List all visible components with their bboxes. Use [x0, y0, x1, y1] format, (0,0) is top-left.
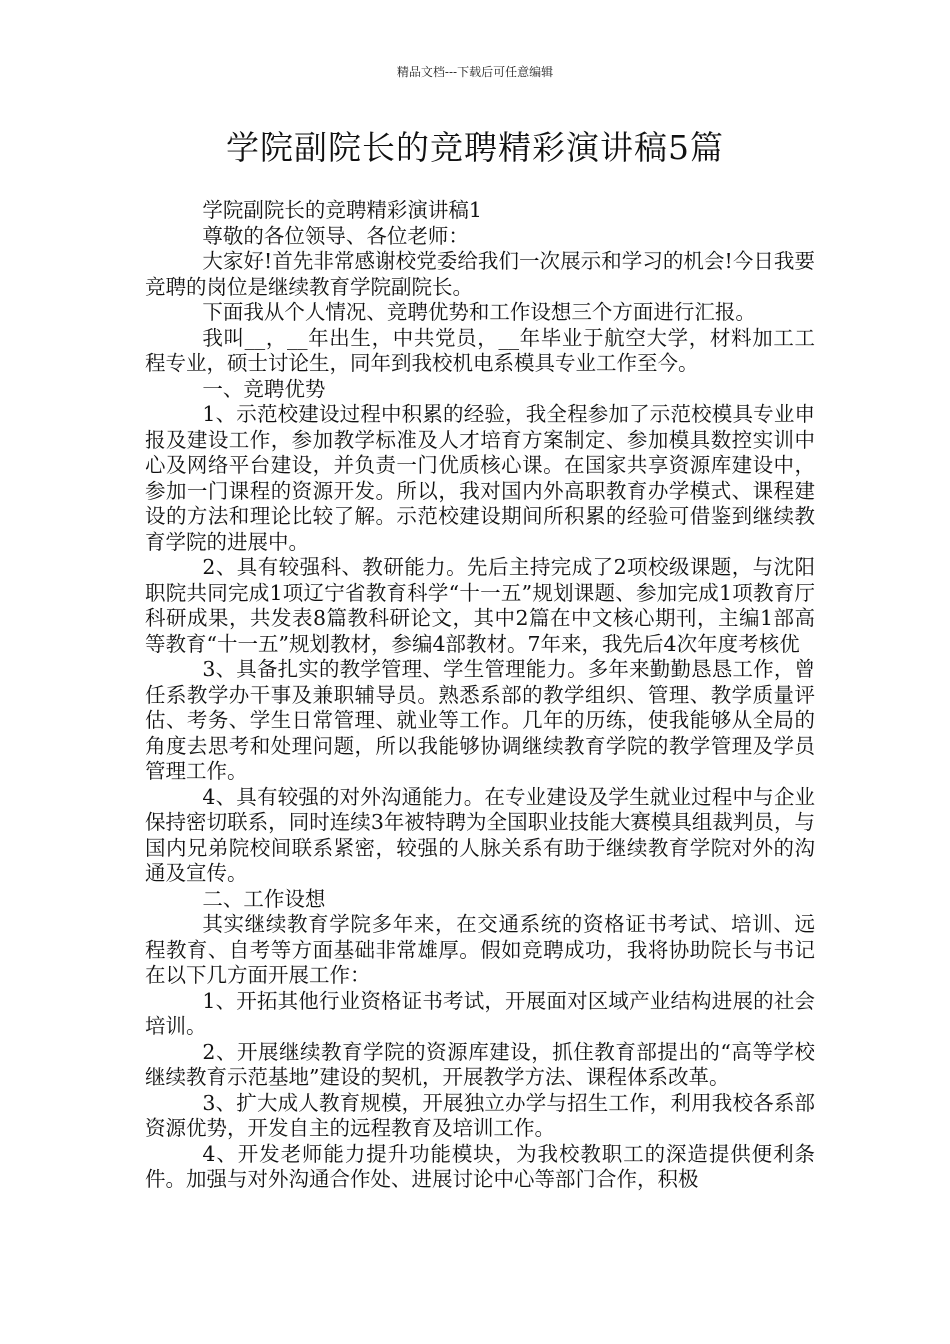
header-note: 精品文档---下载后可任意编辑	[396, 65, 554, 79]
salutation-paragraph: 尊敬的各位领导、各位老师：	[202, 223, 469, 248]
body-paragraph: 1、示范校建设过程中积累的经验，我全程参加了示范校模具专业申报及建设工作，参加教学标准及人才培育方案制定、参加模具数控实训中心及网络平台建设，并负责一门优质核心课。在国家共享资源库建设中，参加一门课程的资源开发。所以，我对国内外高职教育办学模式、课程建设的方法和理论比较了解。示范校建设期间所积累的经验可借鉴到继续教育学院的进展中。	[145, 402, 815, 554]
subtitle-paragraph: 学院副院长的竞聘精彩演讲稿1	[202, 198, 482, 222]
section-heading: 一、竞聘优势	[202, 376, 326, 401]
document-title: 学院副院长的竞聘精彩演讲稿5篇	[226, 128, 724, 167]
body-paragraph: 4、具有较强的对外沟通能力。在专业建设及学生就业过程中与企业保持密切联系，同时连续3年被特聘为全国职业技能大赛模具组裁判员，与国内兄弟院校间联系紧密，较强的人脉关系有助于继续教育学院对外的沟通及宣传。	[145, 784, 815, 885]
body-paragraph: 其实继续教育学院多年来，在交通系统的资格证书考试、培训、远程教育、自考等方面基础非常雄厚。假如竞聘成功，我将协助院长与书记在以下几方面开展工作：	[145, 912, 815, 987]
section-heading: 二、工作设想	[202, 886, 326, 911]
body-paragraph: 3、扩大成人教育规模，开展独立办学与招生工作，利用我校各系部资源优势，开发自主的远程教育及培训工作。	[145, 1090, 815, 1140]
body-paragraph: 2、开展继续教育学院的资源库建设，抓住教育部提出的“高等学校继续教育示范基地”建设的契机，开展教学方法、课程体系改革。	[145, 1039, 815, 1089]
body-paragraph: 下面我从个人情况、竞聘优势和工作设想三个方面进行汇报。	[202, 300, 756, 324]
body-paragraph: 1、开拓其他行业资格证书考试，开展面对区域产业结构进展的社会培训。	[145, 988, 815, 1038]
body-paragraph: 我叫__，__年出生，中共党员，__年毕业于航空大学，材料加工工程专业，硕士讨论生，同年到我校机电系模具专业工作至今。	[145, 325, 815, 375]
body-paragraph: 2、具有较强科、教研能力。先后主持完成了2项校级课题，与沈阳职院共同完成1项辽宁省教育科学“十一五”规划课题、参加完成1项教育厅科研成果，共发表8篇教科研论文，其中2篇在中文核心期刊，主编1部高等教育“十一五”规划教材，参编4部教材。7年来，我先后4次年度考核优	[145, 555, 815, 656]
document-body	[145, 198, 815, 1193]
body-paragraph: 4、开发老师能力提升功能模块，为我校教职工的深造提供便利条件。加强与对外沟通合作处、进展讨论中心等部门合作，积极	[145, 1141, 815, 1191]
body-paragraph: 大家好!首先非常感谢校党委给我们一次展示和学习的机会!今日我要竞聘的岗位是继续教育学院副院长。	[145, 249, 815, 299]
body-paragraph: 3、具备扎实的教学管理、学生管理能力。多年来勤勤恳恳工作，曾任系教学办干事及兼职辅导员。熟悉系部的教学组织、管理、教学质量评估、考务、学生日常管理、就业等工作。几年的历练，使我能够从全局的角度去思考和处理问题，所以我能够协调继续教育学院的教学管理及学员管理工作。	[145, 657, 815, 783]
